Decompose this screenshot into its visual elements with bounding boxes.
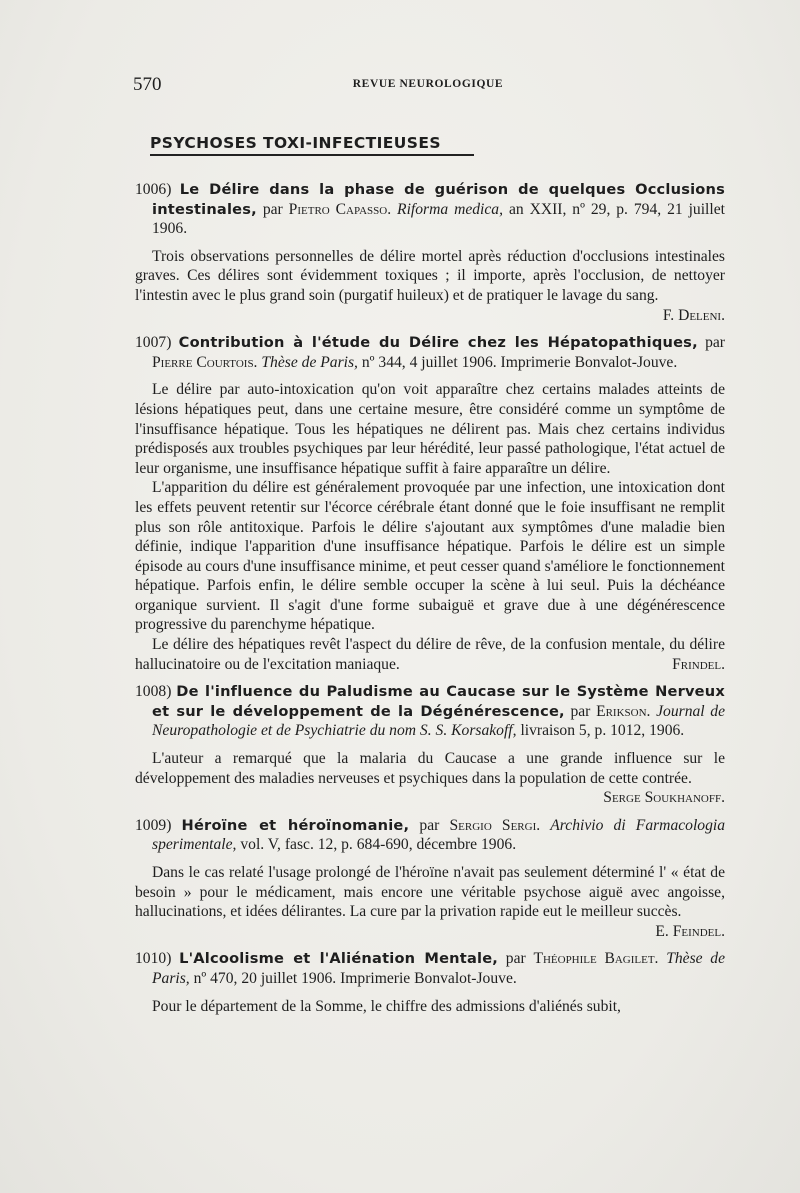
entry-1010: [135, 949, 725, 1016]
page-header: [133, 74, 723, 98]
entry-paragraph: Le délire par auto-intoxication qu'on voit apparaître chez certains malades atteints de lésions hépatiques peut, dans une certaine mesure, être considéré comme un symptôme de l'insuffisance hépatique. Tous les hépatiques ne délirent pas. Mais chez certains individus prédisposés aux troubles psychiques par leur hérédité, leur passé pathologique, l'état actuel de leur organisme, une insuffisance hépatique suffit à faire apparaître un délire.: [135, 381, 725, 477]
entry-details: nº 344, 4 juillet 1906. Imprimerie Bonvalot-Jouve.: [361, 353, 678, 371]
entry-1006: [135, 180, 725, 325]
entry-by: par: [505, 950, 526, 968]
entry-details: livraison 5, p. 1012, 1906.: [520, 722, 685, 740]
entry-title: L'Alcoolisme et l'Aliénation Mentale,: [179, 950, 499, 968]
entry-journal: Riforma medica,: [397, 200, 504, 218]
entry-body: [135, 997, 725, 1017]
entry-journal: Archivio di Farmacologia sperimentale,: [152, 816, 726, 854]
entry-title: De l'influence du Paludisme au Caucase sur le Système Nerveux et sur le développement de la Dégénérescence,: [152, 683, 725, 720]
entry-journal: Journal de Neuropathologie et de Psychiatrie du nom S. S. Korsakoff,: [152, 702, 725, 740]
entry-title: Héroïne et héroïnomanie,: [181, 816, 410, 834]
entry-body: [135, 380, 725, 674]
entry-title: Le Délire dans la phase de guérison de quelques Occlusions intestinales,: [152, 181, 725, 218]
entry-by: par: [570, 702, 591, 720]
entry-1009: [135, 816, 725, 942]
entry-signature: Frindel.: [672, 655, 725, 673]
entry-reference: [135, 816, 725, 855]
entry-details: vol. V, fasc. 12, p. 684-690, décembre 1906.: [240, 836, 517, 854]
entry-reference: [135, 180, 725, 239]
entry-signature: F. Deleni.: [662, 306, 725, 324]
entry-body: [135, 749, 725, 808]
entry-title: Contribution à l'étude du Délire chez les Hépatopathiques,: [178, 334, 698, 352]
section-title: PSYCHOSES TOXI-INFECTIEUSES: [150, 134, 474, 156]
entry-paragraph: Pour le département de la Somme, le chiffre des admissions d'aliénés subit,: [152, 997, 621, 1015]
entry-number: 1008): [135, 683, 172, 701]
entry-reference: [135, 949, 725, 988]
entry-by: par: [705, 334, 725, 352]
entry-details: an XXII, nº 29, p. 794, 21 juillet 1906.: [152, 200, 725, 238]
entry-signature: E. Feindel.: [655, 922, 725, 940]
entry-number: 1007): [135, 334, 172, 352]
entry-number: 1010): [135, 950, 172, 968]
running-title: REVUE NEUROLOGIQUE: [352, 78, 504, 90]
entry-1007: [135, 333, 725, 674]
entry-signature: Serge Soukhanoff.: [603, 789, 725, 807]
entry-author: Théophile Bagilet.: [533, 950, 659, 968]
paragraph-text: Dans le cas relaté l'usage prolongé de l'héroïne n'avait pas seulement déterminé l' « état de besoin » pour le médicament, mais encore une véritable psychose aiguë avec angoisse, hallucinations, et idées délirantes. La cure par la privation rapide eut le meilleur succès.: [135, 864, 725, 921]
entries-list: [135, 180, 725, 1024]
entry-by: par: [262, 200, 283, 218]
paragraph-text: Le délire des hépatiques revêt l'aspect du délire de rêve, de la confusion mentale, du délire hallucinatoire ou de l'excitation maniaque.: [135, 636, 725, 673]
paragraph-text: L'auteur a remarqué que la malaria du Caucase a une grande influence sur le développement des maladies nerveuses et psychiques dans la population de cette contrée.: [135, 750, 725, 787]
paragraph-text: Trois observations personnelles de délire mortel après réduction d'occlusions intestinales graves. Ces délires sont évidemment toxiques ; il importe, après l'occlusion, de nettoyer l'intestin avec le plus grand soin (purgatif huileux) et de pratiquer le lavage du sang.: [135, 247, 725, 304]
entry-journal: Thèse de Paris,: [152, 950, 726, 987]
entry-body: [135, 247, 725, 325]
entry-number: 1006): [135, 181, 172, 198]
entry-paragraph: [135, 749, 725, 807]
entry-paragraph: L'apparition du délire est généralement provoquée par une infection, une intoxication dont les effets peuvent retentir sur l'écorce cérébrale étant donné que le foie insuffisant ne remplit plus son rôle antitoxique. Parfois le délire s'ajoutant aux symptômes d'une maladie bien définie, indique l'apparition d'une insuffisance hépatique. Parfois le délire est un simple épisode au cours d'une insuffisance minime, et peut cesser quand s'améliore le fonctionnement hépatique. Parfois enfin, le délire semble occuper la scène à lui seul. Puis la déchéance organique survient. Il s'agit d'une forme subaiguë et grave due à une dégénérescence progressive du parenchyme hépatique.: [135, 479, 725, 634]
entry-by: par: [419, 816, 440, 834]
entry-author: Pietro Capasso.: [288, 200, 392, 218]
entry-body: [135, 863, 725, 941]
entry-number: 1009): [135, 816, 172, 834]
entry-paragraph: [135, 247, 725, 324]
entry-journal: Thèse de Paris,: [261, 353, 358, 371]
entry-reference: [135, 333, 725, 372]
entry-author: Pierre Courtois.: [152, 353, 258, 371]
entry-1008: [135, 682, 725, 808]
entry-author: Erikson.: [596, 702, 651, 720]
page-number: 570: [133, 74, 162, 95]
entry-paragraph: [135, 863, 725, 940]
entry-details: nº 470, 20 juillet 1906. Imprimerie Bonvalot-Jouve.: [193, 969, 517, 987]
entry-reference: [135, 682, 725, 741]
entry-paragraph: [135, 635, 725, 674]
entry-author: Sergio Sergi.: [449, 816, 541, 834]
